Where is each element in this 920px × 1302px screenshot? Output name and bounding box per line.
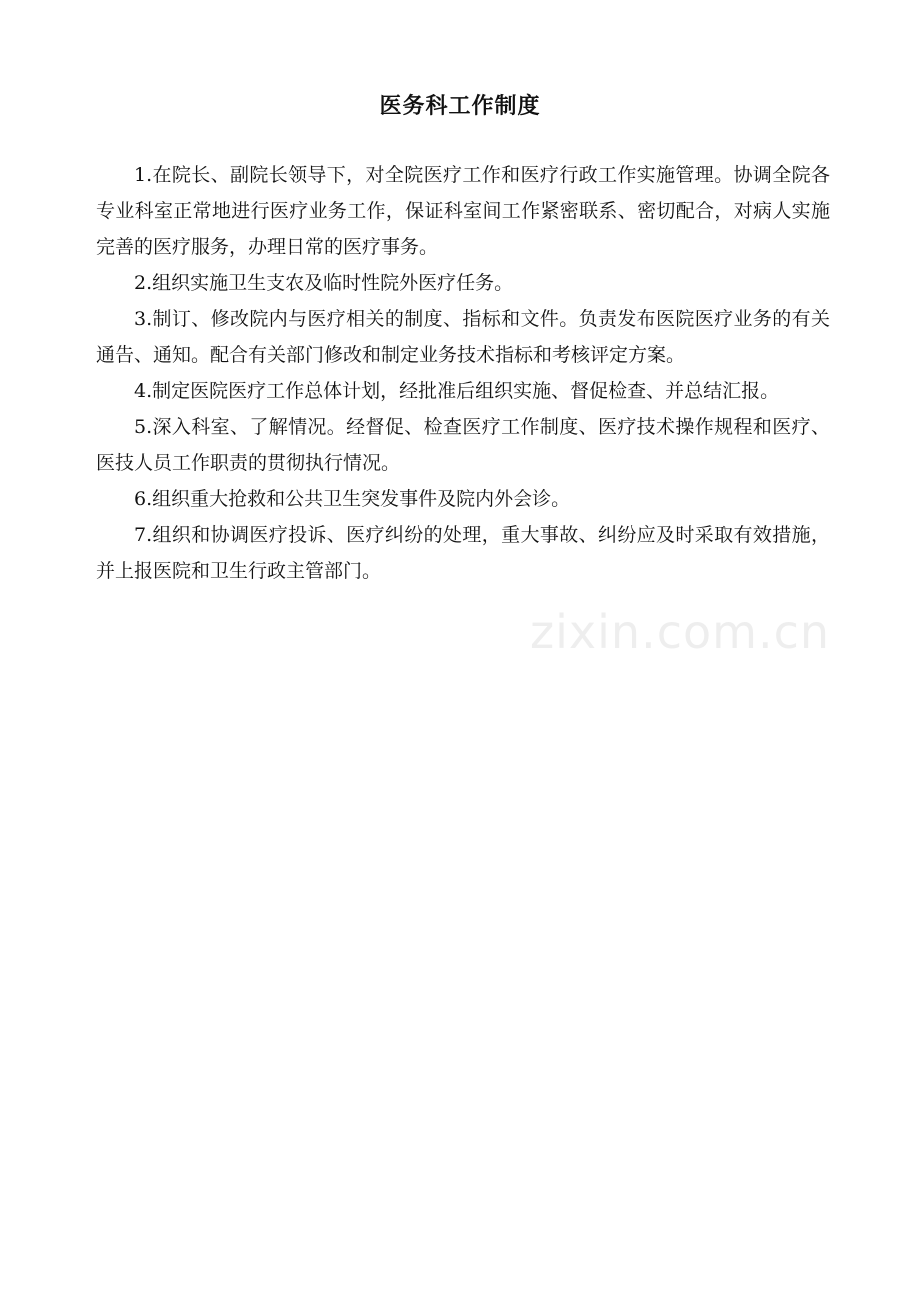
document-body (96, 157, 830, 589)
document-title: 医务科工作制度 (379, 94, 541, 119)
paragraph-5: 5.深入科室、了解情况。经督促、检查医疗工作制度、医疗技术操作规程和医疗、医技人员工作职责的贯彻执行情况。 (96, 416, 830, 474)
paragraph-2: 2.组织实施卫生支农及临时性院外医疗任务。 (134, 272, 514, 294)
paragraph-6: 6.组织重大抢救和公共卫生突发事件及院内外会诊。 (134, 488, 571, 510)
paragraph-3: 3.制订、修改院内与医疗相关的制度、指标和文件。负责发布医院医疗业务的有关通告、通知。配合有关部门修改和制定业务技术指标和考核评定方案。 (96, 308, 830, 366)
paragraph-7: 7.组织和协调医疗投诉、医疗纠纷的处理，重大事故、纠纷应及时采取有效措施，并上报医院和卫生行政主管部门。 (96, 524, 830, 582)
paragraph-4: 4.制定医院医疗工作总体计划，经批准后组织实施、督促检查、并总结汇报。 (134, 380, 780, 402)
paragraph-1: 1.在院长、副院长领导下，对全院医疗工作和医疗行政工作实施管理。协调全院各专业科室正常地进行医疗业务工作，保证科室间工作紧密联系、密切配合，对病人实施完善的医疗服务，办理日常的医疗事务。 (96, 164, 830, 258)
watermark: zixin.com.cn (530, 605, 831, 659)
